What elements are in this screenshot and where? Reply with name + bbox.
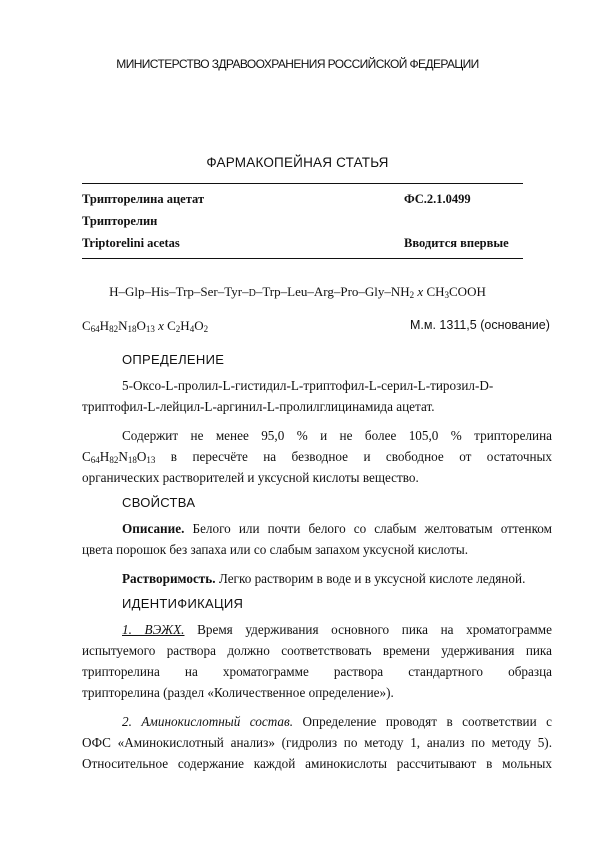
test1-line-4: трипторелина (раздел «Количественное определение»).: [82, 685, 394, 700]
content-line-3: органических растворителей и уксусной кислоты вещество.: [82, 470, 419, 485]
test1-line-1: 1. ВЭЖХ. Время удерживания основного пика на хроматограмме: [122, 622, 552, 637]
solubility-line: Растворимость. Легко растворим в воде и в уксусной кислоте ледяной.: [122, 571, 526, 586]
chemical-name-line-2: триптофил-L-лейцил-L-аргинил-L-пролилглицинамида ацетат.: [82, 399, 435, 414]
document-title: ФАРМАКОПЕЙНАЯ СТАТЬЯ: [206, 155, 389, 170]
molecular-formula: $C_{64}H_{82}N_{18}O_{13}$ x $C_2H_4O_2$: [82, 318, 209, 334]
structural-formula: $H-Glp-His-Trp-Ser-Tyr-D-Trp-Leu-Arg-Pro-Gly-NH_2$ x $CH_3COOH$: [109, 284, 486, 300]
test1-line-3: трипторелина на хроматограмме раствора стандартного образца: [82, 664, 552, 679]
section-definition-heading: ОПРЕДЕЛЕНИЕ: [122, 352, 225, 367]
test2-line-1: 2. Аминокислотный состав. Определение проводят в соответствии с: [122, 714, 553, 729]
description-line-1: Описание. Белого или почти белого со слабым желтоватым оттенком: [122, 521, 552, 536]
chemical-name-line-1: 5-Оксо-L-пролил-L-гистидил-L-триптофил-L-серил-L-тирозил-D-: [122, 378, 494, 393]
content-line-2: $C_{64}H_{82}N_{18}O_{13}$ в пересчёте на безводное и свободное от остаточных: [82, 449, 552, 465]
header-bottom-rule: [82, 258, 523, 259]
content-line-1: Содержит не менее 95,0 % и не более 105,0 % трипторелина: [122, 428, 552, 443]
header-name-ru: Трипторелина ацетат: [82, 192, 205, 206]
header-status: Вводится впервые: [404, 236, 509, 250]
header-name-latin: Triptorelini acetas: [82, 236, 180, 250]
header-top-rule: [82, 183, 523, 184]
test2-line-2: ОФС «Аминокислотный анализ» (гидролиз по методу 1, анализ по методу 5).: [82, 735, 552, 750]
section-properties-heading: СВОЙСТВА: [122, 495, 196, 510]
test2-line-3: Относительное содержание каждой аминокислоты рассчитывают в мольных: [82, 756, 552, 771]
header-code: ФС.2.1.0499: [404, 192, 471, 206]
header-name-alt: Трипторелин: [82, 214, 158, 228]
molecular-mass: М.м. 1311,5 (основание): [410, 318, 550, 332]
ministry-heading: МИНИСТЕРСТВО ЗДРАВООХРАНЕНИЯ РОССИЙСКОЙ ФЕДЕРАЦИИ: [116, 57, 479, 71]
description-line-2: цвета порошок без запаха или со слабым запахом уксусной кислоты.: [82, 542, 469, 557]
section-identification-heading: ИДЕНТИФИКАЦИЯ: [122, 596, 244, 611]
test1-line-2: испытуемого раствора должно соответствовать времени удерживания пика: [82, 643, 552, 658]
